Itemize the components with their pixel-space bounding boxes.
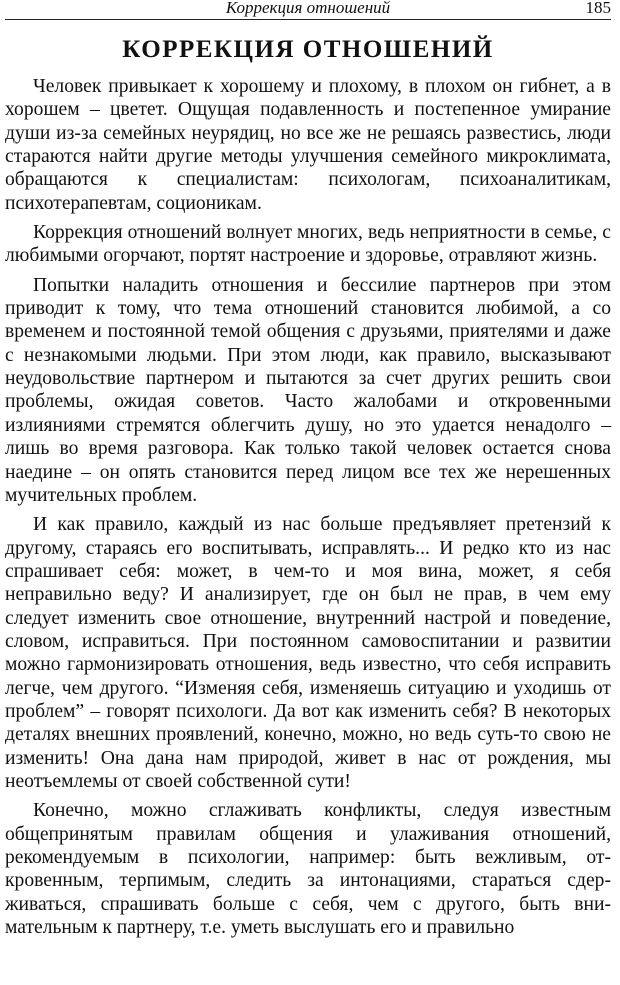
paragraph: И как правило, каждый из нас больше предъявляет претензий к другому, стараясь его воспитывать, исправлять... И редко кто из нас спрашивает себя: может, в чем-то и моя вина, может, я себя неправильно веду? И анализирует, где он был не прав, в чем ему следует изменить свое отношение, внутренний настрой и поведение, словом, исправиться. При постоянном самовоспитании и развитии можно гармонизировать отношения, ведь известно, что себя исправить легче, чем другого. “Изменяя себя, изменяешь ситуацию и уходишь от проблем” – говорят психологи. Да вот как изменить себя? В некоторых деталях внешних проявлений, конечно, можно, но ведь суть-то свою не изменить! Она дана нам природой, живет в нас от рождения, мы неотъемлемы от своей собственной сути! [5,514,611,792]
body-text [5,75,611,939]
paragraph: Коррекция отношений волнует многих, ведь неприятности в семье, с любимыми огорчают, портят настроение и здоровье, отравляют жизнь. [5,222,611,267]
paragraph: Попытки наладить отношения и бессилие партнеров при этом приводит к тому, что тема отношений становится любимой, а со временем и постоянной темой общения с друзьями, приятелями и даже с незнакомыми людьми. При этом люди, как правило, высказывают неудовольствие партнером и пытаются за счет других решить свои проблемы, ожидая советов. Часто жалобами и откровенными излияниями стремятся облегчить душу, но это удается ненадолго – лишь во время разговора. Как только такой человек остается снова наедине – он опять становится перед лицом все тех же нерешенных мучительных проблем. [5,274,611,506]
running-header [5,0,611,20]
chapter-title: КОРРЕКЦИЯ ОТНОШЕНИЙ [122,36,494,63]
running-title: Коррекция отношений [225,0,391,17]
paragraph: Человек привыкает к хорошему и плохому, в плохом он гибнет, а в хорошем – цветет. Ощущая подавленность и постепенное умирание души из-за семейных неурядиц, но все же не решаясь развестись, люди стараются найти другие методы улучшения семейного микроклимата, обращаются к специалистам: психологам, психоаналитикам, психотерапевтам, соционикам. [5,76,611,214]
paragraph: Конечно, можно сглаживать конфликты, следуя известным общепринятым правилам общения и улаживания отношений, рекомендуемым в психологии, например: быть вежливым, откровенным, терпимым, следить за интонациями, стараться сдерживаться, спрашивать больше с себя, чем с другого, быть внимательным к партнеру, т.е. уметь выслушать его и правильно [5,800,611,939]
page-number: 185 [585,0,611,17]
